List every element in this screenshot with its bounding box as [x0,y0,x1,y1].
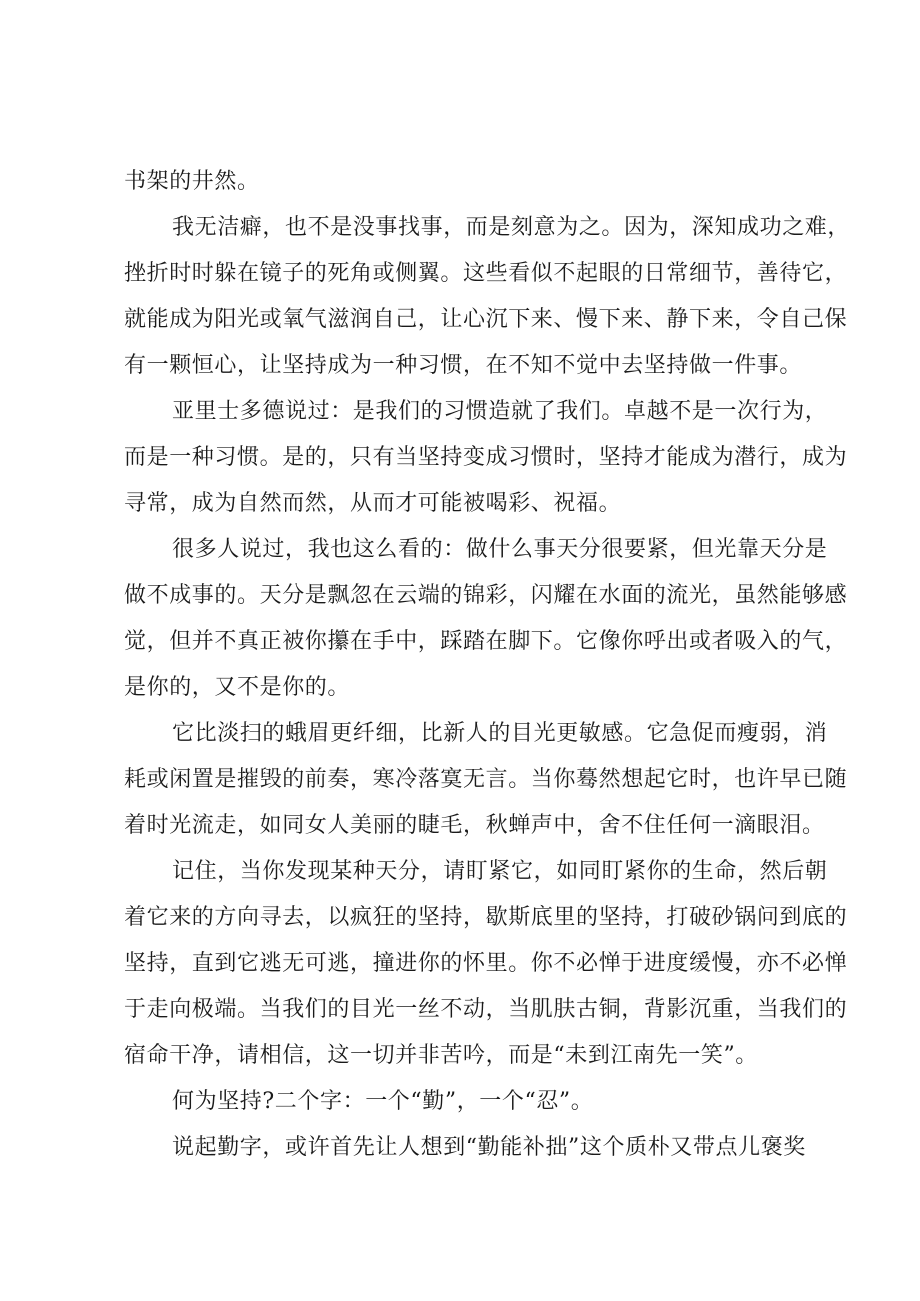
paragraph-first-line: 亚里士多德说过：是我们的习惯造就了我们。卓越不是一次行为， [172,399,828,424]
text-line: 挫折时时躲在镜子的死角或侧翼。这些看似不起眼的日常细节，善待它， [124,261,848,286]
text-line: 着时光流走，如同女人美丽的睫毛，秋蝉声中，舍不住任何一滴眼泪。 [124,813,825,838]
paragraph-first-line: 何为坚持?二个字：一个“勤”，一个“忍”。 [172,1089,594,1114]
text-line: 宿命干净，请相信，这一切并非苦吟，而是“未到江南先一笑”。 [124,1043,758,1068]
paragraph-first-line: 它比淡扫的蛾眉更纤细，比新人的目光更敏感。它急促而瘦弱，消 [172,721,828,746]
text-line: 有一颗恒心，让坚持成为一种习惯，在不知不觉中去坚持做一件事。 [124,353,803,378]
paragraph-first-line: 说起勤字，或许首先让人想到“勤能补拙”这个质朴又带点儿褒奖 [172,1135,806,1160]
text-line: 书架的井然。 [124,169,260,194]
text-line: 做不成事的。天分是飘忽在云端的锦彩，闪耀在水面的流光，虽然能够感 [124,583,848,608]
paragraph-first-line: 很多人说过，我也这么看的：做什么事天分很要紧，但光靠天分是 [172,537,828,562]
text-line: 坚持，直到它逃无可逃，撞进你的怀里。你不必惮于进度缓慢，亦不必惮 [124,951,848,976]
paragraph-first-line: 我无洁癖，也不是没事找事，而是刻意为之。因为，深知成功之难， [172,215,851,240]
text-line: 就能成为阳光或氧气滋润自己，让心沉下来、慢下来、静下来，令自己保 [124,307,848,332]
text-line: 是你的，又不是你的。 [124,675,351,700]
text-line: 于走向极端。当我们的目光一丝不动，当肌肤古铜，背影沉重，当我们的 [124,997,848,1022]
text-line: 着它来的方向寻去，以疯狂的坚持，歇斯底里的坚持，打破砂锅问到底的 [124,905,848,930]
paragraph-first-line: 记住，当你发现某种天分，请盯紧它，如同盯紧你的生命，然后朝 [172,859,828,884]
text-line: 而是一种习惯。是的，只有当坚持变成习惯时，坚持才能成为潜行，成为 [124,445,848,470]
text-line: 耗或闲置是摧毁的前奏，寒冷落寞无言。当你蓦然想起它时，也许早已随 [124,767,848,792]
text-line: 觉，但并不真正被你攥在手中，踩踏在脚下。它像你呼出或者吸入的气， [124,629,848,654]
text-line: 寻常，成为自然而然，从而才可能被喝彩、祝福。 [124,491,622,516]
